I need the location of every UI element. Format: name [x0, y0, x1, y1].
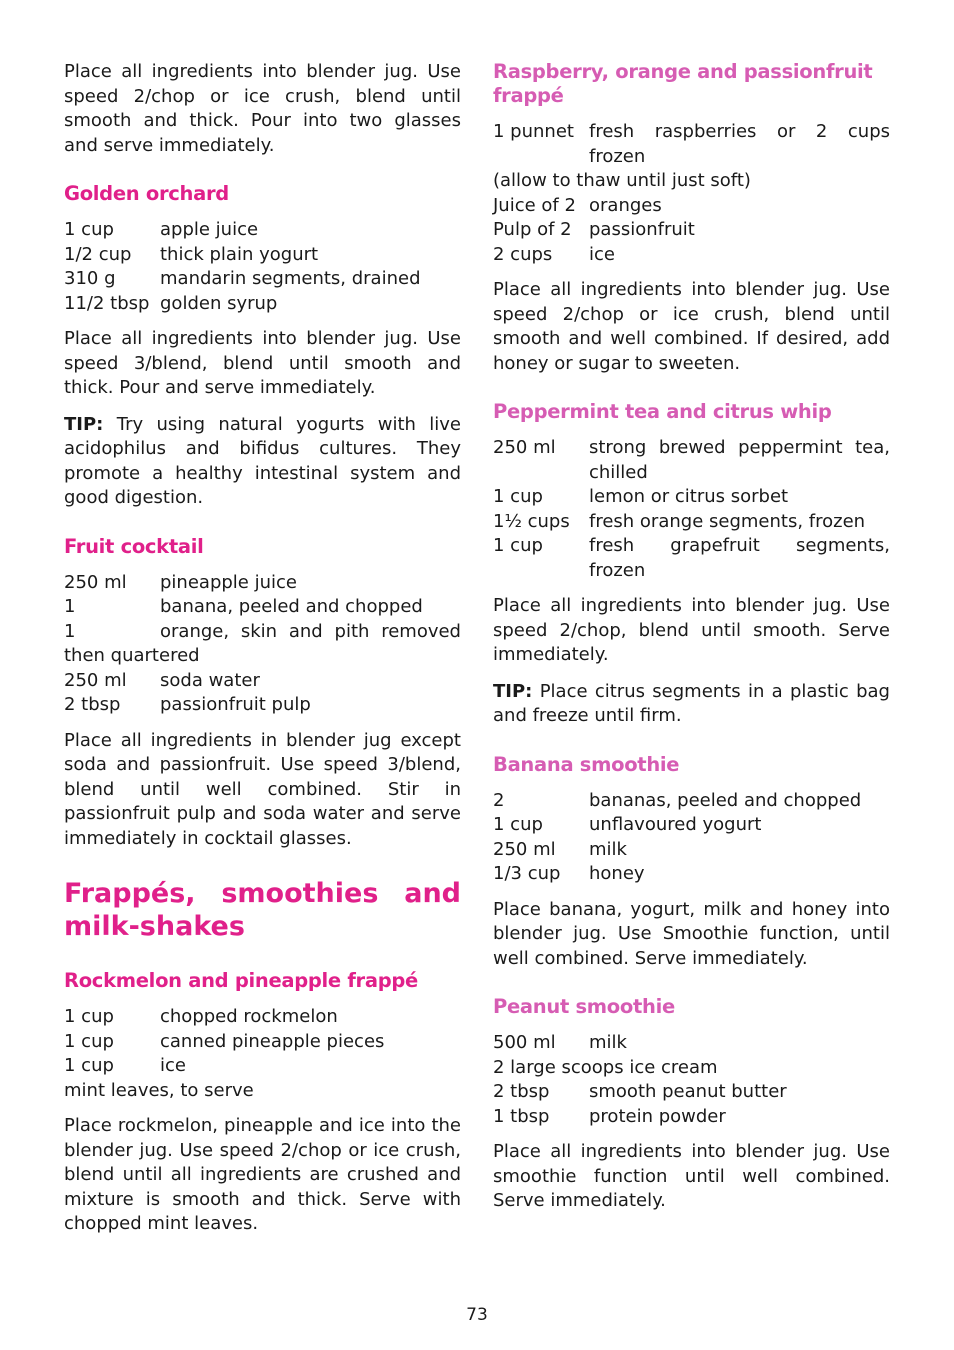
ingredient-row: 1 banana, peeled and chopped [64, 596, 423, 617]
ingredient-row: 1/2 cup thick plain yogurt [64, 243, 319, 265]
ingredient-row: 1 cup fresh grapefruit segments, frozen [493, 535, 890, 581]
ingredient-row: 1 cup lemon or citrus sorbet [493, 486, 789, 507]
method-peanut: Place all ingredients into blender jug. Use smoothie function until well combined. Serve immediately. [493, 1141, 890, 1211]
ingredient-row: 1 cup apple juice [64, 219, 259, 240]
ingredient-row: 1 punnet fresh raspberries or 2 cups frozen [493, 121, 890, 167]
intro-method: Place all ingredients into blender jug. Use speed 2/chop or ice crush, blend until smooth and thick. Pour into two glasses and serve immediately. [64, 61, 461, 156]
ingredient-row: 1 cup chopped rockmelon [64, 1006, 338, 1027]
ingredient-list-golden-orchard [64, 218, 461, 316]
method-golden-orchard: Place all ingredients into blender jug. Use speed 3/blend, blend until smooth and thick. Pour and serve immediately. [64, 328, 461, 398]
tip-peppermint [493, 680, 890, 729]
tip-golden-orchard [64, 413, 461, 511]
ingredient-list-peppermint [493, 436, 890, 583]
tip-text: Try using natural yogurts with live acidophilus and bifidus cultures. They promote a healthy intestinal system and good digestion. [64, 413, 461, 508]
ingredient-row: 250 ml pineapple juice [64, 571, 297, 593]
recipe-title-rockmelon: Rockmelon and pineapple frappé [64, 969, 418, 992]
method-banana: Place banana, yogurt, milk and honey into blender jug. Use Smoothie function, until well combined. Serve immediately. [493, 898, 890, 969]
ingredient-row: 2 cups ice [493, 243, 615, 265]
ingredient-row: 1 orange, skin and pith removed [64, 620, 461, 642]
ingredient-row: 250 ml soda water [64, 669, 260, 691]
ingredient-row: 250 ml strong brewed peppermint tea, chilled [493, 437, 890, 483]
ingredient-list-raspberry [493, 120, 890, 267]
ingredient-row: 1/3 cup honey [493, 863, 645, 884]
ingredient-list-rockmelon [64, 1005, 461, 1103]
recipe-title-banana: Banana smoothie [493, 752, 680, 776]
ingredient-row: 1½ cups fresh orange segments, frozen [493, 510, 866, 532]
ingredient-row: 1 cup canned pineapple pieces [64, 1030, 385, 1052]
ingredient-row: 2 tbsp passionfruit pulp [64, 694, 311, 715]
ingredient-row: Juice of 2 oranges [493, 194, 662, 216]
tip-text: Place citrus segments in a plastic bag and freeze until firm. [493, 680, 890, 726]
page-number: 73 [466, 1305, 488, 1325]
method-raspberry: Place all ingredients into blender jug. Use speed 2/chop or ice crush, blend until smooth and well combined. If desired, add honey or sugar to sweeten. [493, 279, 890, 374]
ingredient-row: 1 cup unflavoured yogurt [493, 814, 762, 835]
ingredient-extra: mint leaves, to serve [64, 1079, 254, 1101]
ingredient-row: Pulp of 2 passionfruit [493, 219, 695, 240]
section-title: Frappés, smoothies and milk-shakes [64, 878, 461, 942]
ingredient-row: 1 cup ice [64, 1055, 186, 1076]
ingredient-row: 2 bananas, peeled and chopped [493, 789, 862, 811]
ingredient-row: 1 tbsp protein powder [493, 1105, 726, 1127]
tip-label: TIP: [64, 413, 104, 435]
ingredient-continuation: (allow to thaw until just soft) [493, 170, 751, 191]
ingredient-list-peanut [493, 1031, 890, 1129]
tip-label: TIP: [493, 680, 533, 702]
ingredient-list-banana [493, 789, 890, 887]
method-peppermint: Place all ingredients into blender jug. Use speed 2/chop, blend until smooth. Serve immediately. [493, 595, 890, 665]
recipe-title-golden-orchard: Golden orchard [64, 182, 229, 205]
ingredient-continuation: then quartered [64, 645, 200, 666]
recipe-title-peanut: Peanut smoothie [493, 995, 675, 1018]
right-column [493, 60, 890, 1226]
recipe-title-peppermint: Peppermint tea and citrus whip [493, 400, 832, 423]
ingredient-row: 11/2 tbsp golden syrup [64, 292, 278, 314]
left-column [64, 60, 461, 1249]
recipe-title-raspberry: Raspberry, orange and passionfruit frappé [493, 60, 873, 107]
ingredient-row: 500 ml milk [493, 1032, 627, 1053]
ingredient-extra: 2 large scoops ice cream [493, 1056, 718, 1078]
ingredient-list-fruit-cocktail [64, 571, 461, 718]
method-fruit-cocktail: Place all ingredients in blender jug except soda and passionfruit. Use speed 3/blend, blend until well combined. Stir in passionfruit pulp and soda water and serve immediately in cocktail glasses. [64, 729, 461, 849]
method-rockmelon: Place rockmelon, pineapple and ice into the blender jug. Use speed 2/chop or ice crush, blend until all ingredients are crushed and mixture is smooth and thick. Serve with chopped mint leaves. [64, 1115, 461, 1234]
ingredient-row: 310 g mandarin segments, drained [64, 268, 421, 289]
recipe-title-fruit-cocktail: Fruit cocktail [64, 534, 204, 558]
ingredient-row: 2 tbsp smooth peanut butter [493, 1081, 787, 1102]
ingredient-row: 250 ml milk [493, 838, 627, 860]
